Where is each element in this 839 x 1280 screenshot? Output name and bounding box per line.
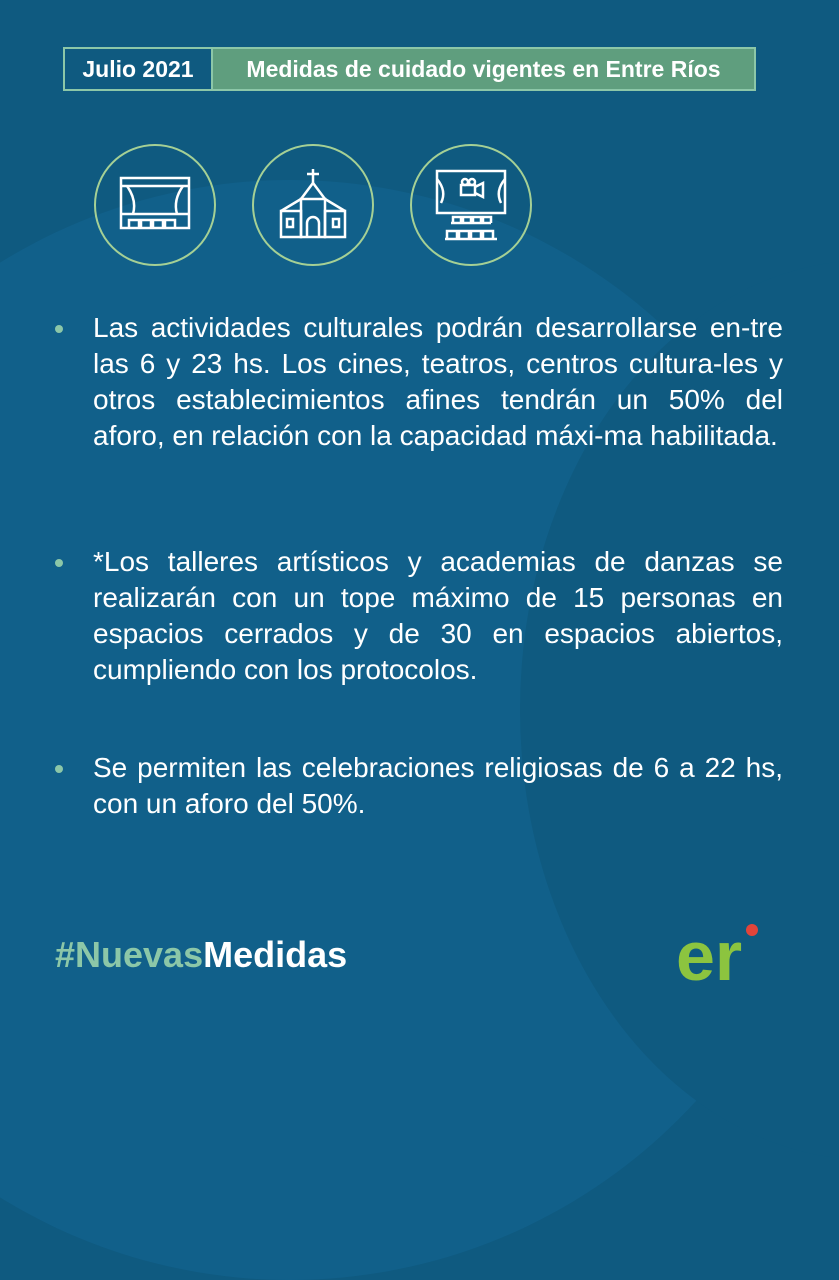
er-logo — [676, 920, 766, 992]
icon-row — [94, 144, 624, 269]
bullet-dot — [55, 325, 63, 333]
theater-stage-icon — [94, 144, 216, 266]
hashtag — [55, 934, 347, 976]
hashtag-part-1: #Nuevas — [55, 934, 204, 975]
bullet-text: *Los talleres artísticos y academias de danzas se realizarán con un tope máximo de 15 personas en espacios cerrados y de 30 en espacios abiertos, cumpliendo con los protocolos. — [93, 546, 783, 685]
bullet-dot — [55, 765, 63, 773]
bullet-dot — [55, 559, 63, 567]
church-icon — [252, 144, 374, 266]
bullet-item — [55, 310, 785, 454]
bullet-item — [55, 544, 785, 688]
header-date: Julio 2021 — [65, 49, 213, 89]
cinema-seats-icon — [410, 144, 532, 266]
header-title: Medidas de cuidado vigentes en Entre Ríos — [213, 49, 754, 89]
bullet-item — [55, 750, 785, 822]
svg-text:er: er — [676, 920, 743, 992]
bullet-text: Las actividades culturales podrán desarrollarse en-tre las 6 y 23 hs. Los cines, teatros, centros cultura-les y otros establecimientos afines tendrán un 50% del aforo, en relación con la capacidad máxi-ma habilitada. — [93, 312, 783, 451]
hashtag-part-2: Medidas — [203, 934, 348, 975]
header-banner — [63, 47, 756, 91]
bullet-text: Se permiten las celebraciones religiosas de 6 a 22 hs, con un aforo del 50%. — [93, 752, 783, 819]
